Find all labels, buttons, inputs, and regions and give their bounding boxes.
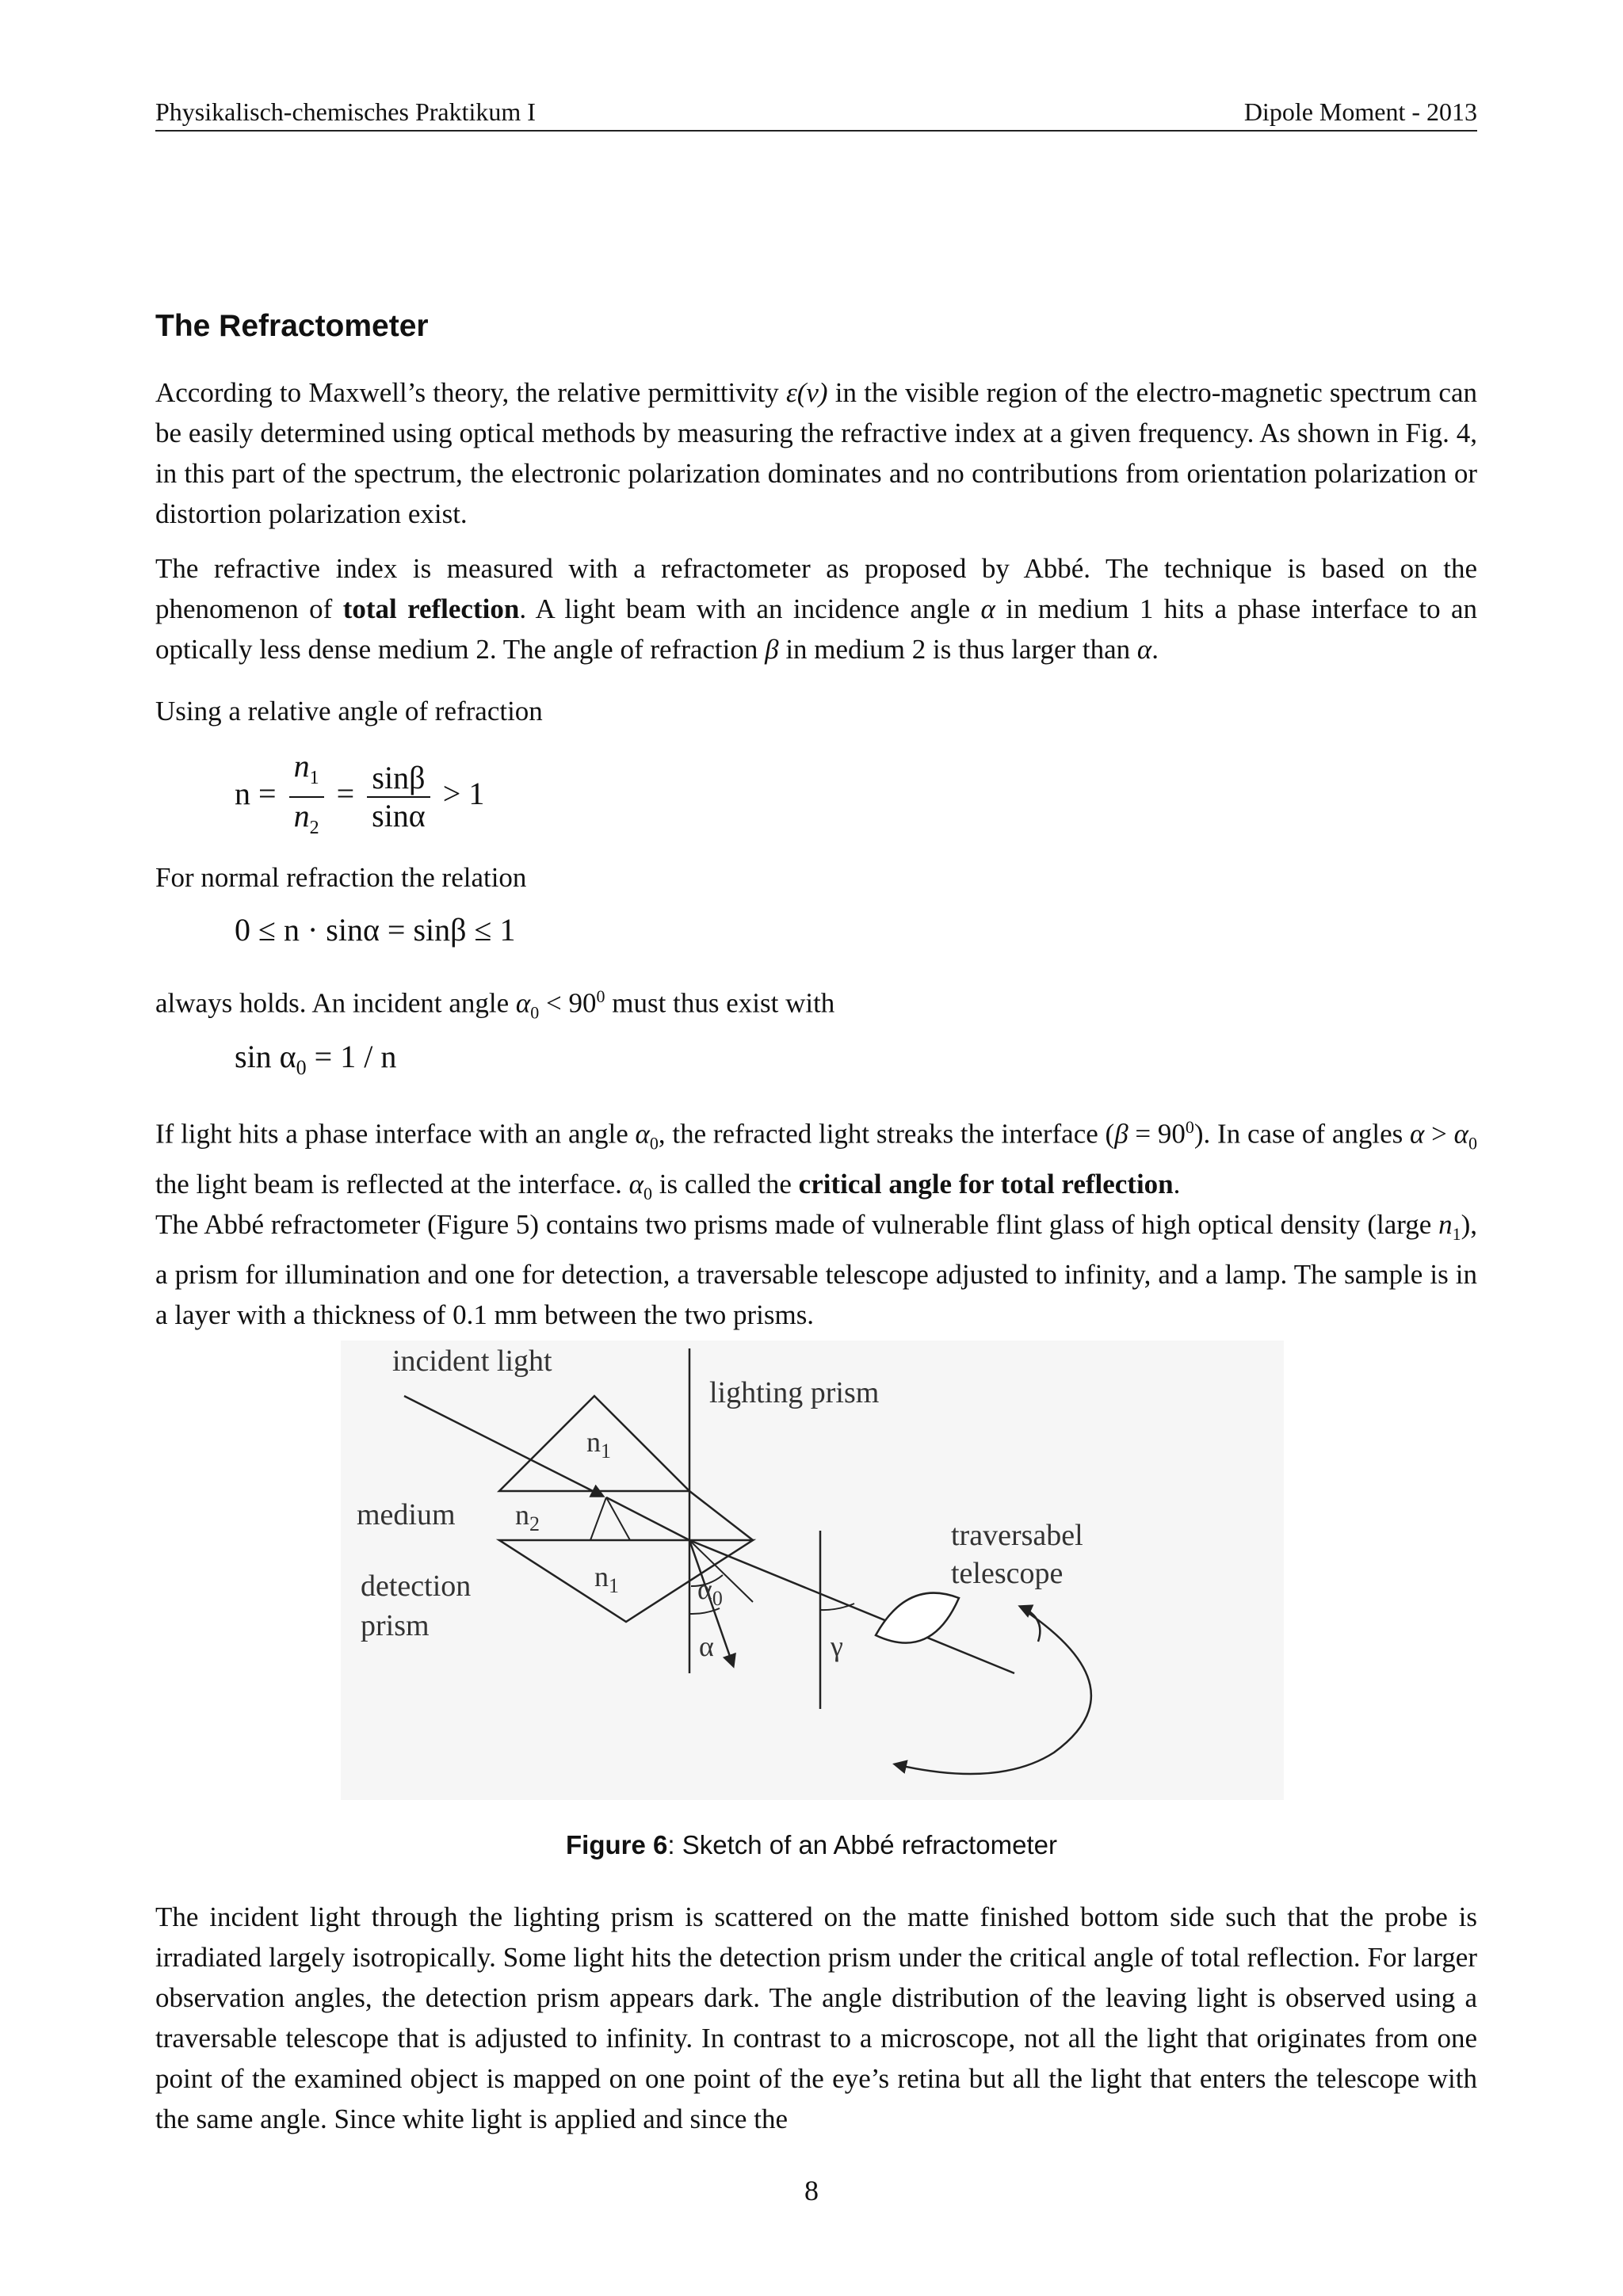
equation-refractive-index: n = $\frac{n_1}{n_2}$ = $\frac{\sin\beta}{\sin\alpha}$ > 1 (235, 748, 484, 846)
header-document-title: Dipole Moment - 2013 (1243, 97, 1477, 126)
equation-critical-angle: $\sin \alpha_0 = 1 / n$ (235, 1039, 397, 1079)
paragraph-maxwell-theory: According to Maxwell’s theory, the relative permittivity ε(ν) in the visible region of the electro-magnetic spectrum can be easily determined using optical methods by measuring the refractive index at a given frequency. As shown in Fig. 4, in this part of the spectrum, the electronic polarization dominates and no contributions from orientation polarization or distortion polarization exist. (155, 377, 1477, 529)
paragraph-critical-angle: If light hits a phase interface with an angle $\alpha_0$, the refracted light streaks the interface $(\beta = 90^0)$. In case of angles $\alpha > \alpha_0$ the light beam is reflected at the interface. $\alpha_0$ is called the critical angle for total reflection. (155, 1117, 1477, 1203)
label-gamma: γ (831, 1630, 843, 1662)
label-detection: detection (361, 1569, 472, 1603)
label-alpha0: $\alpha_0$ (697, 1573, 723, 1610)
paragraph-abbe-technique: The refractive index is measured with a refractometer as proposed by Abbé. The technique is based on the phenomenon of total reflection. A light beam with an incidence angle α in medium 1 hits a phase interface to an optically less dense medium 2. The angle of refraction β in medium 2 is thus larger than α. (155, 553, 1478, 665)
label-n1-bottom: $n_1$ (594, 1561, 619, 1597)
paragraph-incident-light-scattering: The incident light through the lighting prism is scattered on the matte finished bottom side such that the probe is irradiated largely isotropically. Some light hits the detection prism under the critical angle of total reflection. For larger observation angles, the detection prism appears dark. The angle distribution of the leaving light is observed using a traversable telescope that is adjusted to infinity. In contrast to a microscope, not all the light that originates from one point of the examined object is mapped on one point of the eye’s retina but all the light that enters the telescope with the same angle. Since white light is applied and since the (155, 1901, 1477, 2134)
telescope-lens (876, 1593, 959, 1643)
paragraph-normal-refraction: For normal refraction the relation (155, 862, 527, 893)
label-medium: medium (357, 1498, 456, 1531)
prism-edge (689, 1491, 753, 1540)
label-alpha: α (699, 1630, 714, 1662)
label-n2: $n_2$ (515, 1499, 540, 1535)
figure-abbe-refractometer (341, 1341, 1284, 1800)
label-incident-light: incident light (392, 1344, 552, 1378)
paragraph-abbe-refractometer: The Abbé refractometer (Figure 5) contains two prisms made of vulnerable flint glass of high optical density (large $n_1$), a prism for illumination and one for detection, a traversable telescope adjusted to infinity, and a lamp. The sample is in a layer with a thickness of 0.1 mm between the two prisms. (155, 1209, 1477, 1330)
paragraph-incident-angle: always holds. An incident angle $\alpha_0 < 90^0$ must thus exist with (155, 986, 835, 1023)
label-prism: prism (361, 1609, 430, 1642)
running-header (155, 97, 1477, 132)
refractometer-diagram (341, 1341, 1284, 1800)
section-title: The Refractometer (155, 309, 429, 343)
fraction-n1-n2: $\frac{n_1}{n_2}$ (289, 748, 324, 846)
label-n1-top: $n_1$ (586, 1426, 611, 1463)
incident-light-ray (404, 1396, 602, 1496)
header-course-title: Physikalisch-chemisches Praktikum I (155, 97, 536, 126)
angle-gamma-arc (820, 1604, 854, 1610)
scatter-ray-a (590, 1497, 606, 1540)
label-telescope: telescope (951, 1557, 1064, 1590)
equation-refraction-relation: 0 ≤ n · sinα = sinβ ≤ 1 (235, 912, 516, 948)
telescope-rotation-arrow-upper (1021, 1607, 1040, 1642)
fraction-sine-ratio: $\frac{\sin\beta}{\sin\alpha}$ (367, 760, 430, 834)
label-traversabel: traversabel (951, 1519, 1083, 1552)
label-lighting-prism: lighting prism (709, 1376, 880, 1409)
figure-caption: Figure 6: Sketch of an Abbé refractometer (566, 1830, 1057, 1859)
paragraph-relative-angle: Using a relative angle of refraction (155, 696, 543, 727)
page-number: 8 (804, 2175, 819, 2206)
